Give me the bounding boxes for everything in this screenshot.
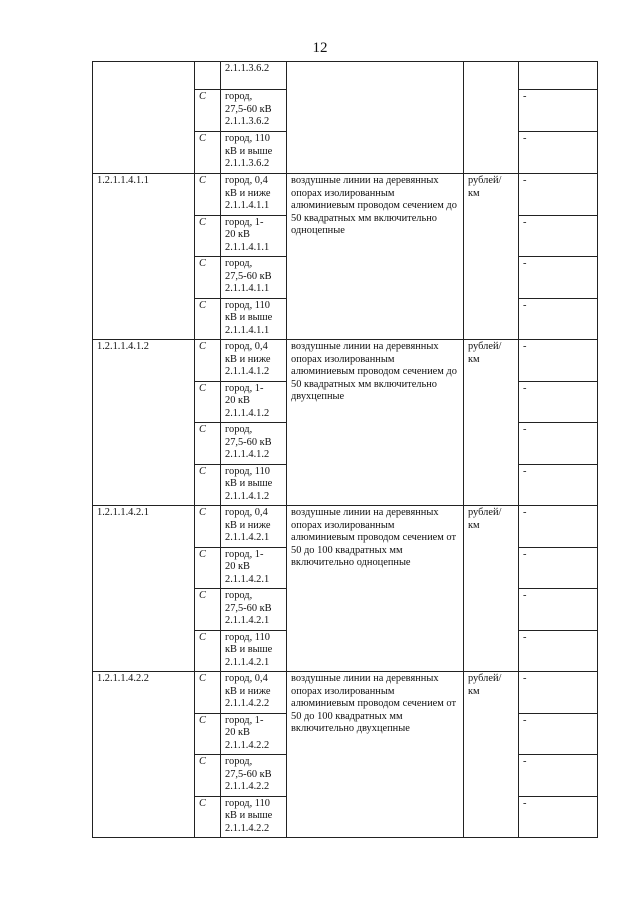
location-line: город, 110 — [225, 133, 270, 144]
value-cell: - — [519, 506, 598, 548]
location-line: 2.1.1.4.2.1 — [225, 615, 270, 627]
value-cell: - — [519, 672, 598, 714]
table-row — [93, 672, 598, 714]
location-voltage-cell — [221, 630, 287, 672]
line-description: воздушные линии на деревянных опорах изолированным алюминиевым проводом сечением до 50 квадратных мм включительно двухцепные — [291, 341, 457, 403]
value-cell: - — [519, 755, 598, 797]
location-line: город, — [225, 756, 253, 767]
category-cell: С — [195, 381, 221, 423]
line-description: воздушные линии на деревянных опорах изолированным алюминиевым проводом сечением от 50 до 100 квадратных мм включительно одноцепные — [291, 507, 457, 569]
location-line: город, 110 — [225, 299, 270, 311]
description-cell — [287, 506, 464, 672]
location-voltage-cell — [221, 62, 287, 90]
location-line: 2.1.1.4.2.2 — [225, 822, 270, 834]
value-cell: - — [519, 215, 598, 257]
location-voltage-cell — [221, 298, 287, 340]
location-line: 2.1.1.4.2.1 — [225, 656, 270, 668]
location-line: 2.1.1.4.1.2 — [225, 366, 270, 378]
location-line: кВ и ниже — [225, 685, 271, 697]
location-voltage-cell — [221, 174, 287, 216]
location-line: 20 кВ — [225, 561, 250, 573]
location-line: город, — [225, 590, 253, 601]
location-voltage-cell — [221, 547, 287, 589]
item-code: 1.2.1.1.4.2.1 — [97, 507, 149, 518]
code-cell — [93, 174, 195, 340]
location-line: город, 1- — [225, 714, 264, 726]
location-line: кВ и ниже — [225, 519, 271, 531]
table-row — [93, 174, 598, 216]
unit-cell — [464, 672, 519, 838]
location-line: кВ и ниже — [225, 187, 271, 199]
location-line: 2.1.1.4.1.1 — [225, 283, 270, 295]
location-line: 27,5-60 кВ — [225, 768, 272, 780]
value-cell: - — [519, 713, 598, 755]
value-cell: - — [519, 340, 598, 382]
value-cell: - — [519, 589, 598, 631]
location-voltage-cell — [221, 381, 287, 423]
value-cell: - — [519, 796, 598, 838]
unit-label: рублей/ км — [468, 673, 502, 697]
value-cell: - — [519, 90, 598, 132]
location-voltage-cell — [221, 796, 287, 838]
location-line: кВ и выше — [225, 145, 273, 157]
location-line: 2.1.1.4.1.2 — [225, 407, 270, 419]
line-description: воздушные линии на деревянных опорах изолированным алюминиевым проводом сечением до 50 квадратных мм включительно одноцепные — [291, 175, 457, 237]
category-cell: С — [195, 298, 221, 340]
category-cell: С — [195, 672, 221, 714]
location-line: кВ и ниже — [225, 353, 271, 365]
tariff-table — [92, 61, 598, 838]
unit-label: рублей/ км — [468, 341, 502, 365]
location-line: 2.1.1.4.2.2 — [225, 698, 270, 710]
category-cell: С — [195, 132, 221, 174]
location-line: 2.1.1.3.6.2 — [225, 158, 270, 170]
category-cell: С — [195, 630, 221, 672]
value-cell: - — [519, 547, 598, 589]
category-cell — [195, 62, 221, 90]
category-cell: С — [195, 464, 221, 506]
unit-label: рублей/ км — [468, 507, 502, 531]
location-line: 20 кВ — [225, 395, 250, 407]
table-row — [93, 506, 598, 548]
location-line: 2.1.1.4.1.1 — [225, 324, 270, 336]
location-line: 2.1.1.4.1.2 — [225, 449, 270, 461]
description-cell — [287, 340, 464, 506]
unit-cell — [464, 62, 519, 174]
item-code: 1.2.1.1.4.2.2 — [97, 673, 149, 684]
category-cell: С — [195, 340, 221, 382]
value-cell: - — [519, 132, 598, 174]
location-line: город, 0,4 — [225, 175, 268, 186]
table-row — [93, 62, 598, 90]
value-cell: - — [519, 630, 598, 672]
location-line: 2.1.1.3.6.2 — [225, 63, 270, 74]
location-voltage-cell — [221, 132, 287, 174]
location-voltage-cell — [221, 713, 287, 755]
location-voltage-cell — [221, 215, 287, 257]
location-voltage-cell — [221, 672, 287, 714]
location-voltage-cell — [221, 464, 287, 506]
location-line: 2.1.1.4.2.2 — [225, 739, 270, 751]
description-cell — [287, 672, 464, 838]
location-line: город, — [225, 258, 253, 269]
location-line: город, — [225, 424, 253, 435]
unit-cell — [464, 340, 519, 506]
location-line: 27,5-60 кВ — [225, 103, 272, 115]
category-cell: С — [195, 796, 221, 838]
code-cell — [93, 62, 195, 174]
location-line: город, 0,4 — [225, 507, 268, 518]
location-line: кВ и выше — [225, 478, 273, 490]
category-cell: С — [195, 90, 221, 132]
tariff-table-body — [93, 62, 598, 838]
unit-label: рублей/ км — [468, 175, 502, 199]
location-voltage-cell — [221, 423, 287, 465]
line-description: воздушные линии на деревянных опорах изолированным алюминиевым проводом сечением от 50 до 100 квадратных мм включительно двухцепные — [291, 673, 457, 735]
location-line: город, 1- — [225, 216, 264, 228]
location-line: 27,5-60 кВ — [225, 270, 272, 282]
location-line: 27,5-60 кВ — [225, 602, 272, 614]
table-row — [93, 340, 598, 382]
location-line: 27,5-60 кВ — [225, 436, 272, 448]
value-cell: - — [519, 257, 598, 299]
code-cell — [93, 672, 195, 838]
location-line: 20 кВ — [225, 229, 250, 241]
location-line: город, 110 — [225, 631, 270, 643]
location-voltage-cell — [221, 257, 287, 299]
page-number: 12 — [312, 40, 328, 56]
category-cell: С — [195, 215, 221, 257]
category-cell: С — [195, 755, 221, 797]
item-code: 1.2.1.1.4.1.1 — [97, 175, 149, 186]
value-cell: - — [519, 174, 598, 216]
location-line: кВ и выше — [225, 312, 273, 324]
location-voltage-cell — [221, 755, 287, 797]
category-cell: С — [195, 174, 221, 216]
category-cell: С — [195, 506, 221, 548]
location-voltage-cell — [221, 340, 287, 382]
location-line: город, 0,4 — [225, 341, 268, 352]
location-line: 2.1.1.4.2.1 — [225, 573, 270, 585]
item-code: 1.2.1.1.4.1.2 — [97, 341, 149, 352]
location-line: кВ и выше — [225, 810, 273, 822]
location-line: город, 1- — [225, 548, 264, 560]
location-line: город, 110 — [225, 465, 270, 477]
location-line: 2.1.1.4.2.2 — [225, 781, 270, 793]
category-cell: С — [195, 257, 221, 299]
location-line: 2.1.1.4.1.2 — [225, 490, 270, 502]
value-cell: - — [519, 464, 598, 506]
unit-cell — [464, 506, 519, 672]
value-cell: - — [519, 381, 598, 423]
location-line: кВ и выше — [225, 644, 273, 656]
location-line: город, 1- — [225, 382, 264, 394]
location-voltage-cell — [221, 506, 287, 548]
location-line: 20 кВ — [225, 727, 250, 739]
location-line: 2.1.1.4.1.1 — [225, 241, 270, 253]
code-cell — [93, 340, 195, 506]
location-line: город, — [225, 91, 253, 102]
location-line: 2.1.1.4.2.1 — [225, 532, 270, 544]
location-line: 2.1.1.4.1.1 — [225, 200, 270, 212]
location-voltage-cell — [221, 90, 287, 132]
value-cell: - — [519, 298, 598, 340]
category-cell: С — [195, 589, 221, 631]
code-cell — [93, 506, 195, 672]
category-cell: С — [195, 547, 221, 589]
category-cell: С — [195, 423, 221, 465]
location-line: город, 0,4 — [225, 673, 268, 684]
description-cell — [287, 174, 464, 340]
description-cell — [287, 62, 464, 174]
category-cell: С — [195, 713, 221, 755]
value-cell — [519, 62, 598, 90]
location-line: 2.1.1.3.6.2 — [225, 116, 270, 128]
location-voltage-cell — [221, 589, 287, 631]
unit-cell — [464, 174, 519, 340]
value-cell: - — [519, 423, 598, 465]
location-line: город, 110 — [225, 797, 270, 809]
